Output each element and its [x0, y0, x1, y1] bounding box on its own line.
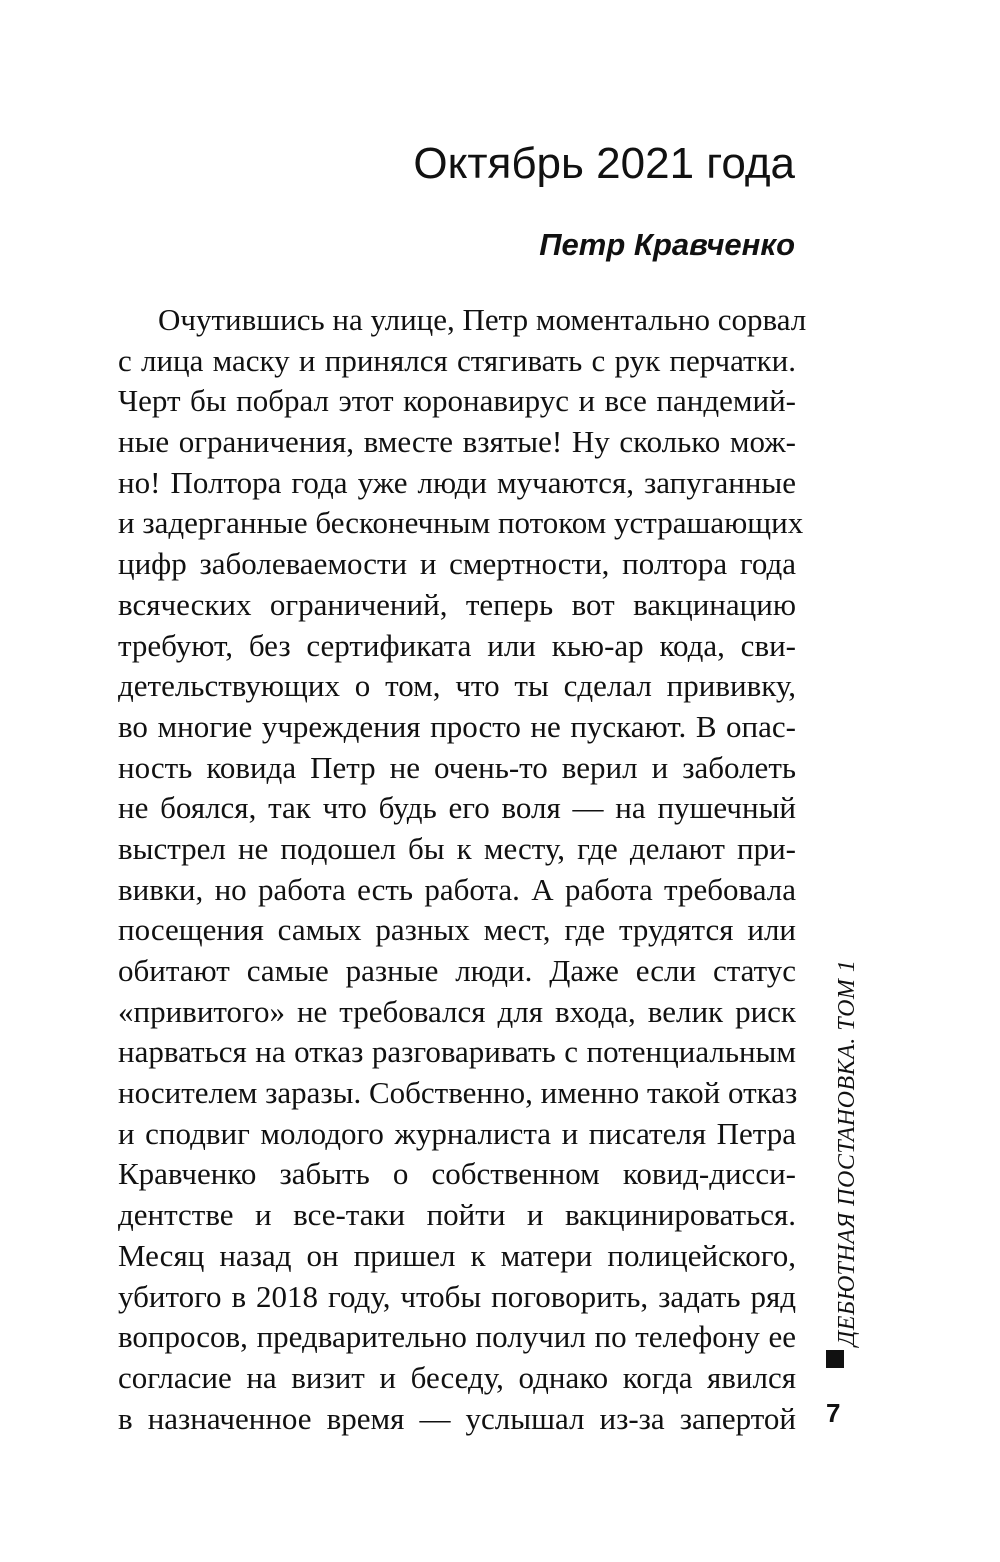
- text-line: носителем заразы. Собственно, именно такой отказ: [118, 1075, 798, 1111]
- text-line: «привитого» не требовался для входа, велик риск: [118, 993, 796, 1029]
- text-line: в назначенное время — услышал из-за запертой: [118, 1400, 796, 1436]
- text-line: с лица маску и принялся стягивать с рук перчатки.: [118, 342, 796, 378]
- text-line: ные ограничения, вместе взятые! Ну сколько мож-: [118, 424, 796, 460]
- text-line: во многие учреждения просто не пускают. В опас-: [118, 708, 796, 744]
- text-line: согласие на визит и беседу, однако когда явился: [118, 1359, 796, 1395]
- running-head: ДЕБЮТНАЯ ПОСТАНОВКА. ТОМ 1: [834, 959, 860, 1346]
- text-line: убитого в 2018 году, чтобы поговорить, задать ряд: [118, 1278, 796, 1314]
- text-line: но! Полтора года уже люди мучаются, запуганные: [118, 464, 796, 500]
- body-text: [118, 300, 807, 1439]
- text-line: требуют, без сертификата или кью-ар кода, сви-: [118, 627, 796, 663]
- page-number: 7: [826, 1398, 841, 1428]
- text-line: не боялся, так что будь его воля — на пушечный: [118, 790, 796, 826]
- text-line: и задерганные бесконечным потоком устрашающих: [118, 505, 804, 541]
- text-line: Черт бы побрал этот коронавирус и все пандемий-: [118, 383, 796, 419]
- text-line: ность ковида Петр не очень-то верил и заболеть: [118, 749, 796, 785]
- text-line: обитают самые разные люди. Даже если статус: [118, 953, 796, 988]
- text-line: вивки, но работа есть работа. А работа требовала: [118, 871, 796, 907]
- text-line: посещения самых разных мест, где трудятся или: [118, 912, 796, 948]
- text-line: вопросов, предварительно получил по телефону ее: [118, 1319, 796, 1355]
- text-line: нарваться на отказ разговаривать с потенциальным: [118, 1034, 796, 1070]
- text-line: дентстве и все-таки пойти и вакцинироваться.: [118, 1197, 796, 1233]
- text-line: Кравченко забыть о собственном ковид-дисси-: [118, 1156, 796, 1192]
- text-line: детельствующих о том, что ты сделал прививку,: [118, 668, 796, 704]
- text-line: Очутившись на улице, Петр моментально сорвал: [158, 302, 807, 337]
- text-line: и сподвиг молодого журналиста и писателя Петра: [118, 1115, 796, 1151]
- chapter-title: Октябрь 2021 года: [413, 139, 795, 188]
- section-heading: Петр Кравченко: [539, 227, 795, 262]
- text-line: Месяц назад он пришел к матери полицейского,: [118, 1237, 796, 1273]
- text-line: всяческих ограничений, теперь вот вакцинацию: [118, 586, 796, 622]
- text-line: цифр заболеваемости и смертности, полтора года: [118, 546, 796, 582]
- square-marker-icon: [826, 1350, 844, 1368]
- text-line: выстрел не подошел бы к месту, где делают при-: [118, 830, 796, 866]
